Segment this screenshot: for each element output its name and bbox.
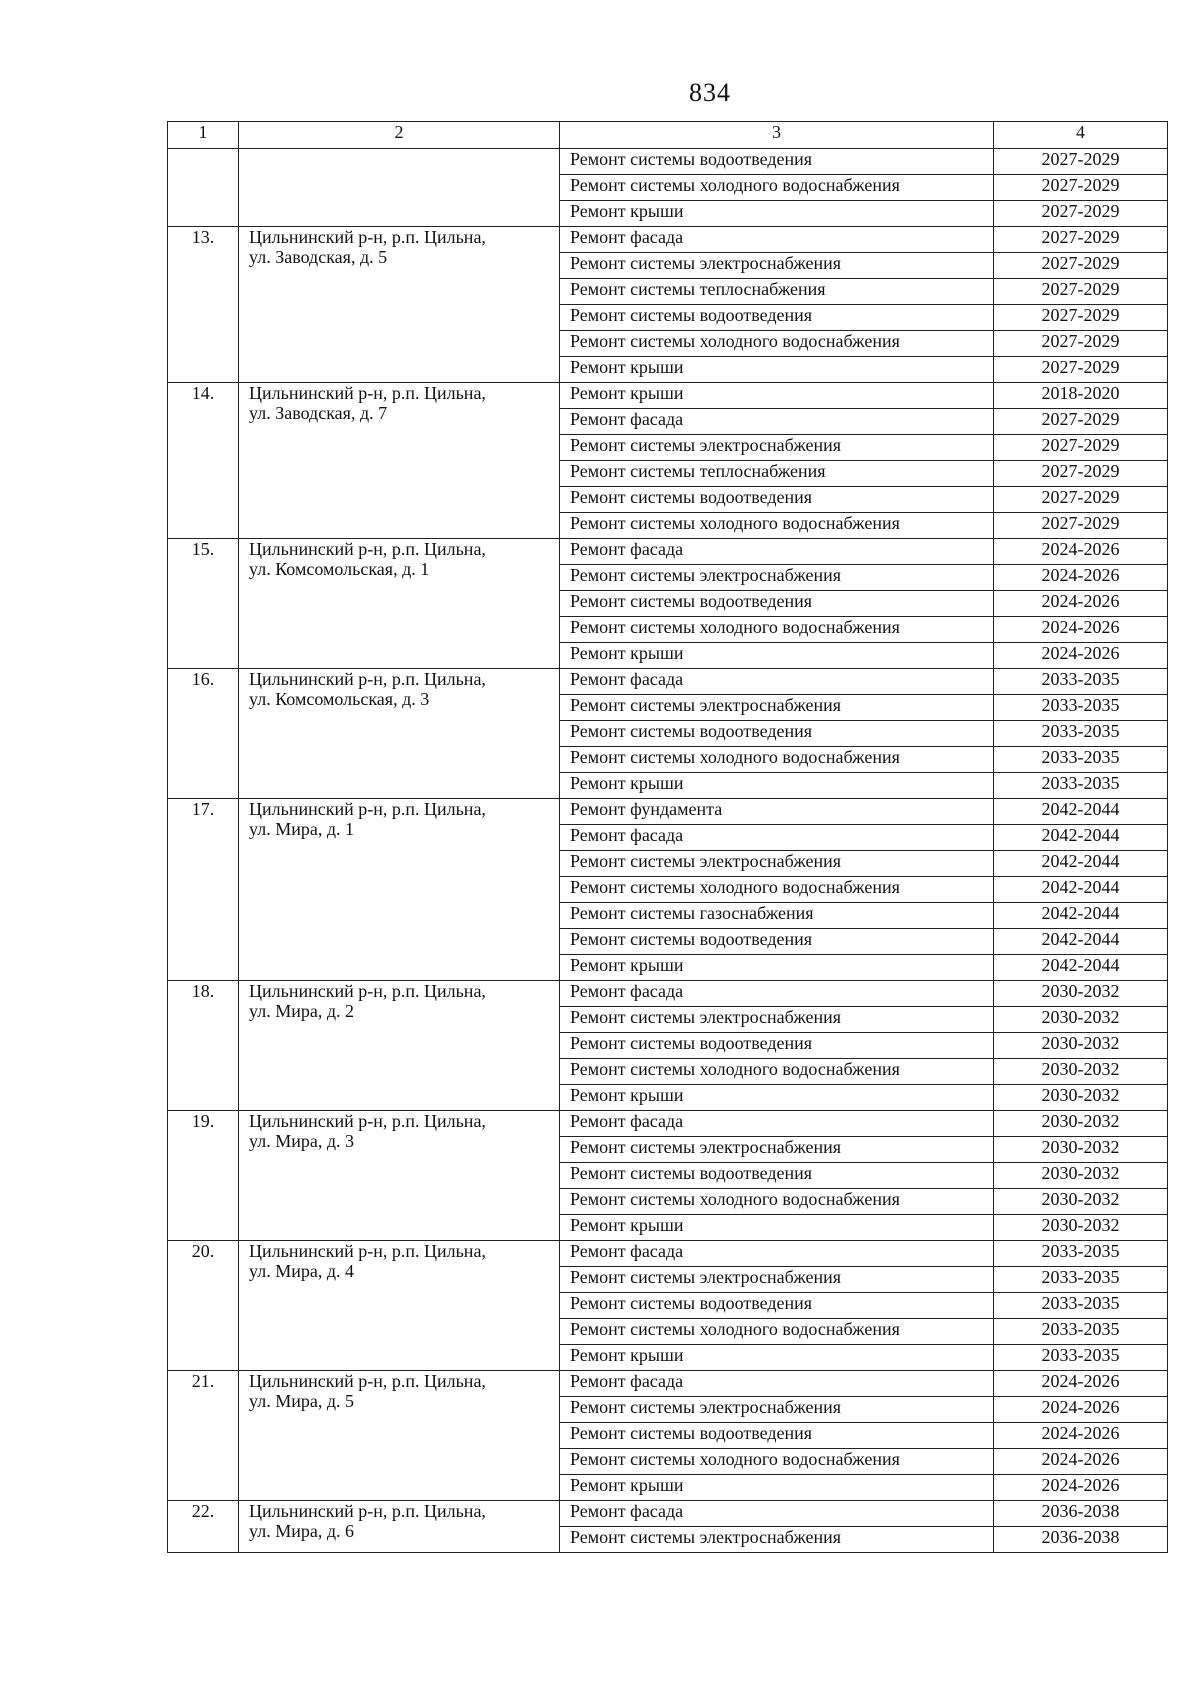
work-type: Ремонт крыши xyxy=(560,643,994,669)
address-line: Цильнинский р-н, р.п. Цильна, xyxy=(249,227,486,247)
object-number: 18. xyxy=(168,981,239,1111)
work-period: 2030-2032 xyxy=(994,1111,1168,1137)
object-number: 16. xyxy=(168,669,239,799)
work-type: Ремонт фасада xyxy=(560,1241,994,1267)
address-line: Цильнинский р-н, р.п. Цильна, xyxy=(249,539,486,559)
work-type: Ремонт системы электроснабжения xyxy=(560,851,994,877)
work-period: 2042-2044 xyxy=(994,825,1168,851)
work-type: Ремонт системы электроснабжения xyxy=(560,1267,994,1293)
address-line: Цильнинский р-н, р.п. Цильна, xyxy=(249,669,486,689)
work-type: Ремонт системы электроснабжения xyxy=(560,1397,994,1423)
work-period: 2033-2035 xyxy=(994,1241,1168,1267)
work-type: Ремонт крыши xyxy=(560,201,994,227)
work-period: 2027-2029 xyxy=(994,487,1168,513)
work-type: Ремонт системы холодного водоснабжения xyxy=(560,877,994,903)
address-line: Цильнинский р-н, р.п. Цильна, xyxy=(249,799,486,819)
object-number: 15. xyxy=(168,539,239,669)
object-address xyxy=(239,669,560,799)
address-line: Цильнинский р-н, р.п. Цильна, xyxy=(249,1501,486,1521)
work-period: 2024-2026 xyxy=(994,1371,1168,1397)
work-period: 2042-2044 xyxy=(994,851,1168,877)
work-period: 2033-2035 xyxy=(994,773,1168,799)
table-row xyxy=(168,1111,1168,1137)
table-row xyxy=(168,383,1168,409)
work-period: 2030-2032 xyxy=(994,1007,1168,1033)
work-type: Ремонт системы водоотведения xyxy=(560,591,994,617)
address-line: ул. Комсомольская, д. 1 xyxy=(249,559,430,579)
work-period: 2027-2029 xyxy=(994,201,1168,227)
work-type: Ремонт системы холодного водоснабжения xyxy=(560,1319,994,1345)
work-period: 2030-2032 xyxy=(994,1033,1168,1059)
work-period: 2033-2035 xyxy=(994,721,1168,747)
work-type: Ремонт системы электроснабжения xyxy=(560,1137,994,1163)
work-period: 2036-2038 xyxy=(994,1527,1168,1553)
work-type: Ремонт системы холодного водоснабжения xyxy=(560,747,994,773)
address-line: ул. Комсомольская, д. 3 xyxy=(249,689,430,709)
page-number: 834 xyxy=(689,78,731,107)
work-type: Ремонт системы водоотведения xyxy=(560,1293,994,1319)
work-type: Ремонт системы холодного водоснабжения xyxy=(560,175,994,201)
object-address xyxy=(239,383,560,539)
work-period: 2027-2029 xyxy=(994,149,1168,175)
address-line: ул. Мира, д. 4 xyxy=(249,1261,354,1281)
work-period: 2024-2026 xyxy=(994,591,1168,617)
address-line: Цильнинский р-н, р.п. Цильна, xyxy=(249,981,486,1001)
work-period: 2024-2026 xyxy=(994,617,1168,643)
work-type: Ремонт системы холодного водоснабжения xyxy=(560,1189,994,1215)
address-line: ул. Мира, д. 5 xyxy=(249,1391,354,1411)
work-period: 2027-2029 xyxy=(994,175,1168,201)
object-number: 22. xyxy=(168,1501,239,1553)
work-type: Ремонт фасада xyxy=(560,825,994,851)
work-type: Ремонт фасада xyxy=(560,981,994,1007)
object-number: 14. xyxy=(168,383,239,539)
work-period: 2042-2044 xyxy=(994,929,1168,955)
object-address xyxy=(239,1501,560,1553)
work-type: Ремонт системы водоотведения xyxy=(560,487,994,513)
address-line: Цильнинский р-н, р.п. Цильна, xyxy=(249,1111,486,1131)
object-number xyxy=(168,149,239,227)
address-line: ул. Мира, д. 1 xyxy=(249,819,354,839)
object-number: 13. xyxy=(168,227,239,383)
work-type: Ремонт крыши xyxy=(560,955,994,981)
work-type: Ремонт фасада xyxy=(560,1371,994,1397)
work-type: Ремонт крыши xyxy=(560,1345,994,1371)
work-period: 2027-2029 xyxy=(994,409,1168,435)
object-address xyxy=(239,981,560,1111)
table-header-row xyxy=(168,122,1168,149)
object-address xyxy=(239,1371,560,1501)
object-address xyxy=(239,227,560,383)
work-type: Ремонт системы газоснабжения xyxy=(560,903,994,929)
work-type: Ремонт системы холодного водоснабжения xyxy=(560,331,994,357)
table-row xyxy=(168,1501,1168,1527)
work-period: 2018-2020 xyxy=(994,383,1168,409)
work-type: Ремонт крыши xyxy=(560,383,994,409)
work-period: 2030-2032 xyxy=(994,1137,1168,1163)
work-period: 2036-2038 xyxy=(994,1501,1168,1527)
work-period: 2027-2029 xyxy=(994,435,1168,461)
object-address xyxy=(239,799,560,981)
header-col-1: 1 xyxy=(168,122,239,149)
address-line: ул. Мира, д. 3 xyxy=(249,1131,354,1151)
work-period: 2033-2035 xyxy=(994,669,1168,695)
work-type: Ремонт системы электроснабжения xyxy=(560,253,994,279)
work-period: 2027-2029 xyxy=(994,227,1168,253)
work-period: 2030-2032 xyxy=(994,1163,1168,1189)
work-type: Ремонт системы холодного водоснабжения xyxy=(560,617,994,643)
work-period: 2024-2026 xyxy=(994,565,1168,591)
work-type: Ремонт крыши xyxy=(560,1215,994,1241)
work-type: Ремонт системы водоотведения xyxy=(560,1163,994,1189)
work-type: Ремонт крыши xyxy=(560,773,994,799)
work-period: 2033-2035 xyxy=(994,1293,1168,1319)
work-period: 2030-2032 xyxy=(994,1215,1168,1241)
work-period: 2042-2044 xyxy=(994,877,1168,903)
object-address xyxy=(239,149,560,227)
work-type: Ремонт крыши xyxy=(560,1085,994,1111)
repair-schedule-table xyxy=(167,121,1168,1553)
work-type: Ремонт системы теплоснабжения xyxy=(560,279,994,305)
work-period: 2024-2026 xyxy=(994,539,1168,565)
work-period: 2027-2029 xyxy=(994,357,1168,383)
address-line: ул. Мира, д. 6 xyxy=(249,1521,354,1541)
work-type: Ремонт фасада xyxy=(560,1111,994,1137)
table-row xyxy=(168,1371,1168,1397)
work-period: 2033-2035 xyxy=(994,1319,1168,1345)
object-address xyxy=(239,1241,560,1371)
work-period: 2027-2029 xyxy=(994,253,1168,279)
table-row xyxy=(168,981,1168,1007)
address-line: ул. Заводская, д. 7 xyxy=(249,403,388,423)
work-period: 2033-2035 xyxy=(994,695,1168,721)
address-line: Цильнинский р-н, р.п. Цильна, xyxy=(249,383,486,403)
work-type: Ремонт крыши xyxy=(560,357,994,383)
table-row xyxy=(168,799,1168,825)
object-number: 21. xyxy=(168,1371,239,1501)
work-type: Ремонт крыши xyxy=(560,1475,994,1501)
object-address xyxy=(239,1111,560,1241)
work-type: Ремонт фасада xyxy=(560,539,994,565)
work-period: 2030-2032 xyxy=(994,1059,1168,1085)
table-row xyxy=(168,669,1168,695)
work-type: Ремонт системы электроснабжения xyxy=(560,695,994,721)
work-type: Ремонт системы водоотведения xyxy=(560,1423,994,1449)
work-type: Ремонт фундамента xyxy=(560,799,994,825)
header-col-3: 3 xyxy=(560,122,994,149)
work-type: Ремонт системы водоотведения xyxy=(560,1033,994,1059)
work-type: Ремонт системы водоотведения xyxy=(560,305,994,331)
work-type: Ремонт системы водоотведения xyxy=(560,149,994,175)
address-line: ул. Мира, д. 2 xyxy=(249,1001,354,1021)
work-period: 2033-2035 xyxy=(994,1345,1168,1371)
work-period: 2027-2029 xyxy=(994,513,1168,539)
table-row xyxy=(168,149,1168,175)
work-period: 2027-2029 xyxy=(994,331,1168,357)
work-type: Ремонт системы теплоснабжения xyxy=(560,461,994,487)
work-type: Ремонт системы электроснабжения xyxy=(560,565,994,591)
work-period: 2042-2044 xyxy=(994,955,1168,981)
object-address xyxy=(239,539,560,669)
table-row xyxy=(168,227,1168,253)
table-row xyxy=(168,539,1168,565)
address-line: Цильнинский р-н, р.п. Цильна, xyxy=(249,1371,486,1391)
work-type: Ремонт фасада xyxy=(560,409,994,435)
header-col-4: 4 xyxy=(994,122,1168,149)
work-period: 2030-2032 xyxy=(994,1085,1168,1111)
header-col-2: 2 xyxy=(239,122,560,149)
work-type: Ремонт системы электроснабжения xyxy=(560,1007,994,1033)
work-period: 2024-2026 xyxy=(994,1397,1168,1423)
object-number: 19. xyxy=(168,1111,239,1241)
work-period: 2024-2026 xyxy=(994,643,1168,669)
work-period: 2042-2044 xyxy=(994,799,1168,825)
work-type: Ремонт системы водоотведения xyxy=(560,721,994,747)
work-type: Ремонт системы холодного водоснабжения xyxy=(560,1449,994,1475)
work-period: 2024-2026 xyxy=(994,1423,1168,1449)
work-type: Ремонт фасада xyxy=(560,1501,994,1527)
table-row xyxy=(168,1241,1168,1267)
work-type: Ремонт системы электроснабжения xyxy=(560,1527,994,1553)
work-period: 2033-2035 xyxy=(994,1267,1168,1293)
work-type: Ремонт системы холодного водоснабжения xyxy=(560,1059,994,1085)
object-number: 20. xyxy=(168,1241,239,1371)
object-number: 17. xyxy=(168,799,239,981)
work-type: Ремонт системы электроснабжения xyxy=(560,435,994,461)
work-type: Ремонт фасада xyxy=(560,669,994,695)
work-period: 2042-2044 xyxy=(994,903,1168,929)
table-body xyxy=(168,149,1168,1553)
work-period: 2033-2035 xyxy=(994,747,1168,773)
work-period: 2027-2029 xyxy=(994,461,1168,487)
address-line: Цильнинский р-н, р.п. Цильна, xyxy=(249,1241,486,1261)
work-period: 2024-2026 xyxy=(994,1449,1168,1475)
work-period: 2027-2029 xyxy=(994,279,1168,305)
work-type: Ремонт фасада xyxy=(560,227,994,253)
address-line: ул. Заводская, д. 5 xyxy=(249,247,388,267)
work-period: 2030-2032 xyxy=(994,981,1168,1007)
work-period: 2024-2026 xyxy=(994,1475,1168,1501)
work-type: Ремонт системы водоотведения xyxy=(560,929,994,955)
work-period: 2027-2029 xyxy=(994,305,1168,331)
work-type: Ремонт системы холодного водоснабжения xyxy=(560,513,994,539)
work-period: 2030-2032 xyxy=(994,1189,1168,1215)
